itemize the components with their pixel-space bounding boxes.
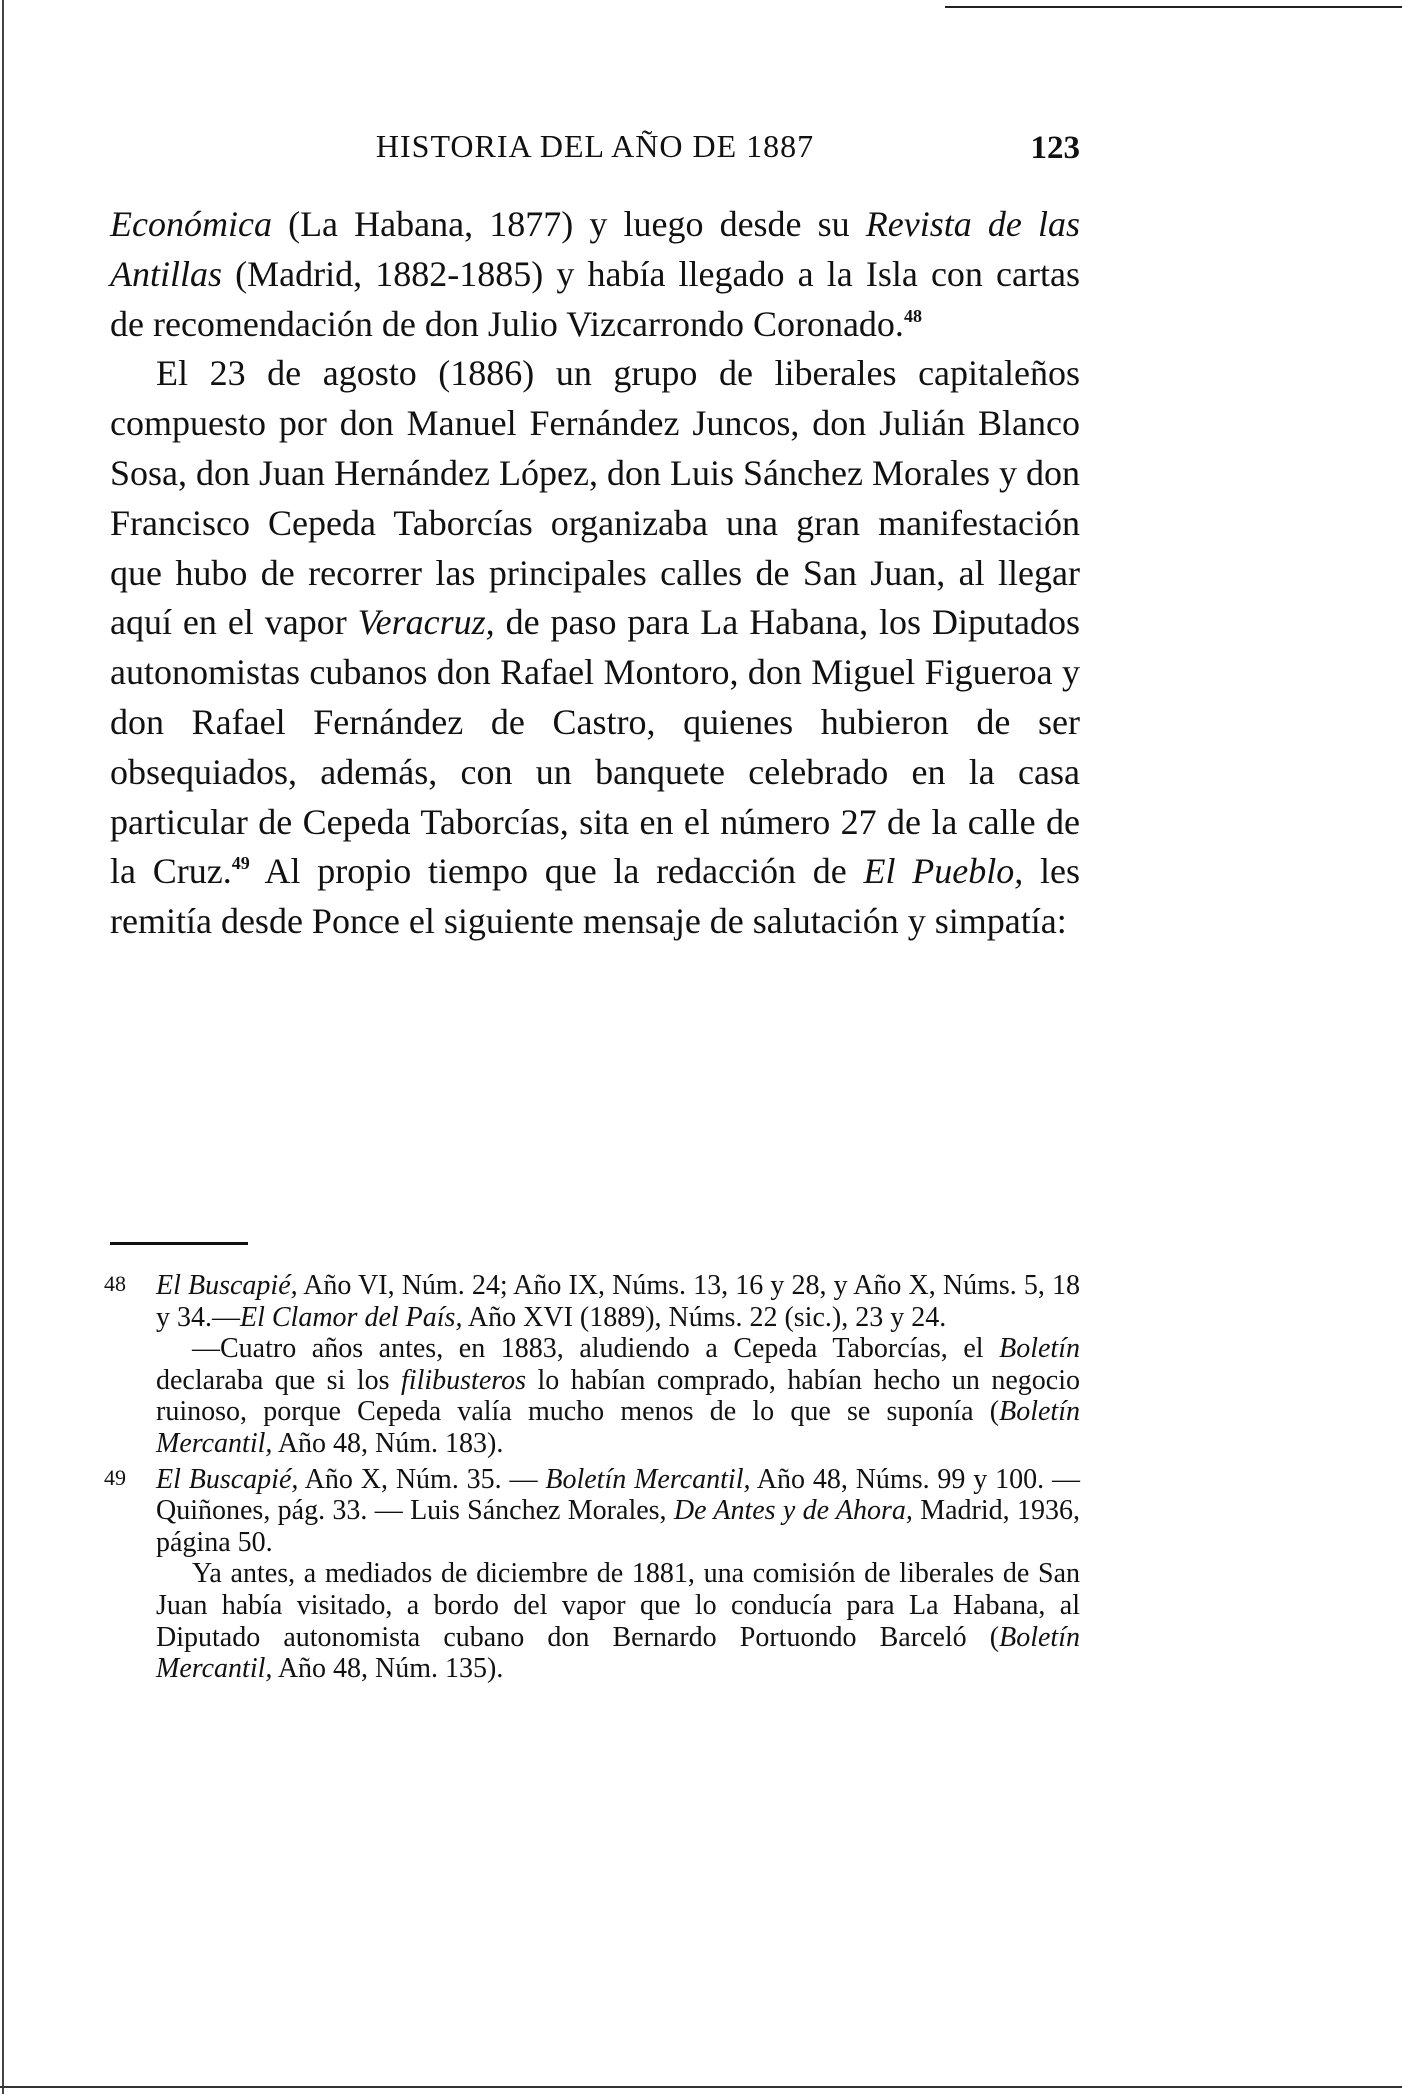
text-span: (La Habana, 1877) y luego desde su xyxy=(271,204,866,244)
text-span: Año VI, Núm. 24; Año IX, Núms. 13, 16 y 28, y Año X, Núms. 5, 18 y 34.— xyxy=(156,1270,1080,1333)
text-span: Económica xyxy=(110,204,272,244)
footnote-separator xyxy=(110,1242,248,1245)
text-span: El Buscapié, xyxy=(156,1463,299,1495)
text-span: declaraba que si los xyxy=(156,1364,402,1396)
text-span: Año XVI (1889), Núms. 22 (sic.), 23 y 24. xyxy=(462,1301,947,1333)
footnote-number: 49 xyxy=(104,1464,126,1490)
footnote-number: 48 xyxy=(104,1271,126,1296)
text-span: Madrid, 1936, página 50. xyxy=(156,1495,1080,1558)
text-span: De Antes y de Ahora, xyxy=(673,1495,913,1527)
text-span: les remitía desde Ponce el siguiente mensaje de salutación y simpatía: xyxy=(110,851,1080,942)
footnote-ref-48[interactable]: 48 xyxy=(903,305,922,326)
body-text xyxy=(110,200,1080,947)
top-edge-rule xyxy=(945,6,1402,8)
text-span: Año X, Núm. 35. — xyxy=(298,1463,546,1495)
footnote-48 xyxy=(104,1270,1081,1460)
text-span: Boletín Mercantil, xyxy=(156,1621,1080,1685)
paragraph-1 xyxy=(110,200,1080,349)
footnote-49 xyxy=(104,1463,1080,1685)
text-span: Boletín Mercantil, xyxy=(156,1396,1080,1459)
text-span: El Clamor del País, xyxy=(240,1301,463,1333)
text-span: Año 48, Núm. 135). xyxy=(272,1653,504,1685)
running-title: HISTORIA DEL AÑO DE 1887 xyxy=(375,128,815,164)
text-span: El 23 de agosto (1886) un grupo de liberales capitaleños compuesto por don Manuel Fernández Juncos, don Julián Blanco Sosa, don Juan Hernández López, don Luis Sánchez Morales y don Francisco Cepeda Taborcías organizaba una gran manifestación que hubo de recorrer las principales calles de San Juan, al llegar aquí en el vapor xyxy=(110,353,1080,643)
text-span: filibusteros xyxy=(401,1364,527,1396)
bottom-edge-rule xyxy=(0,2086,1402,2088)
text-span: (Madrid, 1882-1885) y había llegado a la Isla con cartas de recomendación de don Julio Vizcarrondo Coronado. xyxy=(110,253,1080,344)
footnote-paragraph xyxy=(156,1333,1080,1459)
footnote-paragraph xyxy=(156,1464,1080,1559)
left-edge-rule xyxy=(2,0,4,2094)
text-span: —Cuatro años antes, en 1883, aludiendo a Cepeda Taborcías, el xyxy=(192,1333,1000,1365)
text-span: Boletín Mercantil, xyxy=(545,1463,751,1495)
text-span: Año 48, Núms. 99 y 100. — Quiñones, pág. 33. — Luis Sánchez Morales, xyxy=(156,1463,1080,1527)
footnote-ref-49[interactable]: 49 xyxy=(231,853,250,874)
text-span: Al propio tiempo que la redacción de xyxy=(249,851,864,892)
text-span: Veracruz, xyxy=(357,602,495,643)
text-span: El Pueblo, xyxy=(863,851,1024,892)
page-number: 123 xyxy=(1030,130,1080,166)
text-span: de paso para La Habana, los Diputados autonomistas cubanos don Rafael Montoro, don Miguel Figueroa y don Rafael Fernández de Castro, quienes hubieron de ser obsequiados, además, con un banquete celebrado en la casa particular de Cepeda Taborcías, sita en el número 27 de la calle de la Cruz. xyxy=(110,602,1080,892)
paragraph-2 xyxy=(110,349,1080,947)
text-span: Boletín xyxy=(999,1333,1080,1365)
text-span: Revista de las Antillas xyxy=(110,204,1080,294)
footnotes xyxy=(104,1270,1081,1685)
text-span: Año 48, Núm. 183). xyxy=(272,1427,504,1459)
text-span: El Buscapié, xyxy=(156,1270,298,1301)
text-span: lo habían comprado, habían hecho un negocio ruinoso, porque Cepeda valía mucho menos de lo que se suponía ( xyxy=(156,1364,1081,1428)
text-span: Ya antes, a mediados de diciembre de 1881, una comisión de liberales de San Juan había visitado, a bordo del vapor que lo conducía para La Habana, al Diputado autonomista cubano don Bernardo Portuondo Barceló ( xyxy=(156,1558,1080,1653)
footnote-paragraph xyxy=(156,1270,1080,1333)
footnote-paragraph xyxy=(156,1558,1080,1684)
running-head xyxy=(110,128,1080,172)
